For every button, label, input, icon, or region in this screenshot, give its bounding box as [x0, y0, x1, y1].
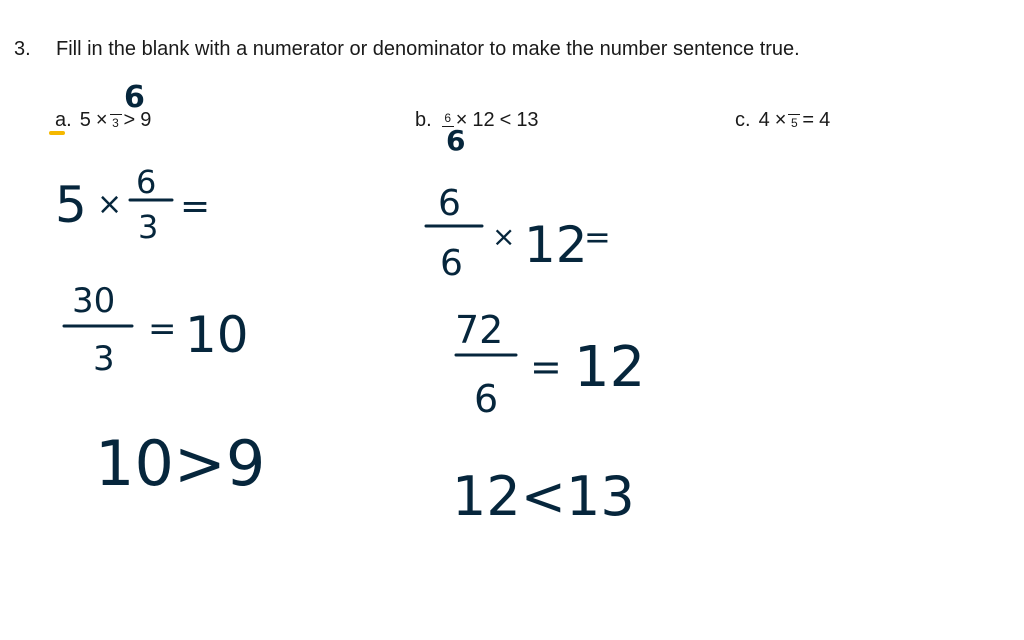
- svg-text:3: 3: [93, 339, 115, 379]
- svg-text:72: 72: [455, 308, 504, 352]
- svg-text:6: 6: [474, 377, 499, 421]
- part-b-label: b.: [415, 108, 432, 131]
- problem-instruction: Fill in the blank with a numerator or denominator to make the number sentence true.: [56, 38, 800, 60]
- svg-text:5: 5: [55, 176, 87, 234]
- fraction-bar: [442, 126, 454, 127]
- part-c-lead: 4: [758, 108, 770, 131]
- part-a-denominator: 3: [112, 115, 119, 130]
- part-c-relation: =: [802, 108, 815, 131]
- part-a-relation: >: [123, 108, 136, 131]
- part-b-relation: <: [499, 108, 512, 131]
- svg-text:3: 3: [138, 208, 159, 246]
- part-b-work-line-3: 12<13: [452, 465, 635, 528]
- part-c-rhs: 4: [819, 108, 831, 131]
- part-b-op: ×: [455, 108, 468, 131]
- part-a-fraction: [110, 112, 122, 129]
- part-b-fraction: [442, 112, 454, 129]
- part-a-lead: 5: [79, 108, 91, 131]
- part-a-rhs: 9: [140, 108, 152, 131]
- part-a-work-line-1: [55, 163, 210, 246]
- problem-number: 3.: [14, 38, 31, 60]
- part-c-denominator: 5: [791, 115, 798, 130]
- part-c-fraction: [788, 112, 800, 129]
- part-b-numerator: 6: [444, 110, 452, 125]
- part-a: [55, 100, 151, 140]
- part-b-rhs: 13: [516, 108, 539, 131]
- part-b-work-line-1: [426, 183, 611, 284]
- part-a-work-line-3: 10>9: [95, 427, 266, 500]
- svg-text:6: 6: [440, 243, 463, 284]
- fraction-bar: [110, 114, 122, 115]
- svg-text:=: =: [584, 218, 611, 256]
- svg-text:=: =: [180, 186, 211, 227]
- svg-text:10: 10: [185, 306, 249, 364]
- svg-text:×: ×: [97, 187, 123, 222]
- svg-text:12: 12: [524, 216, 588, 274]
- fraction-bar: [788, 114, 800, 115]
- part-a-op: ×: [95, 108, 108, 131]
- part-b-blank-answer: 6: [446, 124, 466, 157]
- svg-text:=: =: [148, 309, 177, 349]
- part-a-label: a.: [55, 108, 72, 131]
- part-c: [735, 100, 830, 140]
- part-a-work-line-2: [64, 281, 249, 379]
- part-b-mid: 12: [472, 108, 495, 131]
- svg-text:6: 6: [136, 163, 157, 201]
- part-b-work-line-2: [455, 308, 645, 421]
- part-b: [415, 100, 539, 140]
- svg-text:6: 6: [438, 183, 461, 224]
- part-a-blank-answer: 6: [124, 80, 145, 115]
- svg-text:=: =: [530, 345, 562, 389]
- part-c-op: ×: [774, 108, 787, 131]
- svg-text:12: 12: [574, 335, 646, 400]
- svg-text:30: 30: [72, 281, 116, 321]
- part-c-label: c.: [735, 108, 751, 131]
- svg-text:×: ×: [492, 220, 516, 253]
